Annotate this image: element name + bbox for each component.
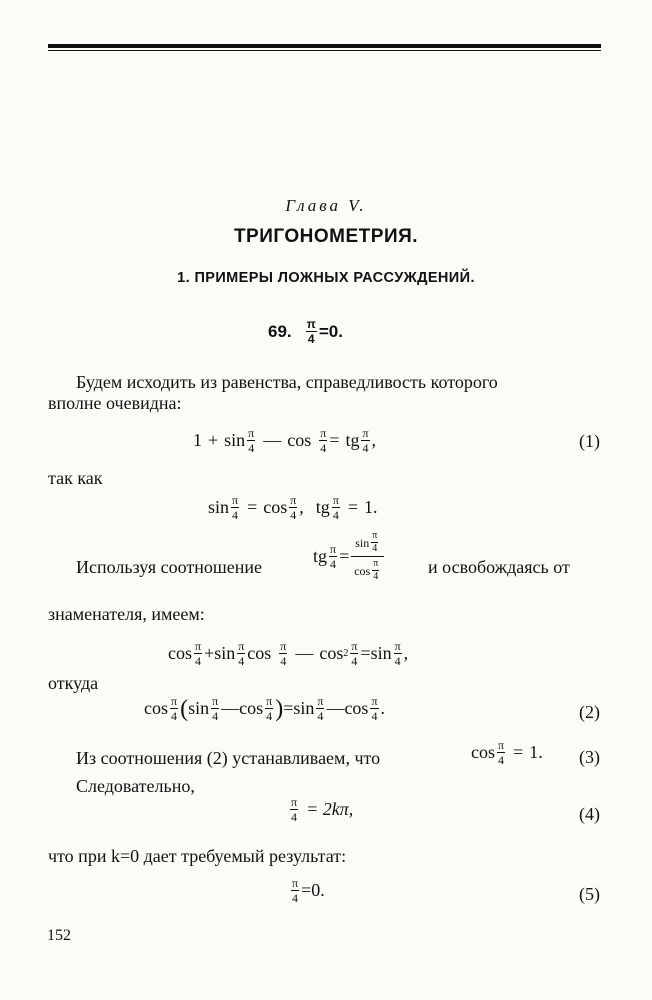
chapter-title: ТРИГОНОМЕТРИЯ. [233, 226, 419, 247]
equation-5-number: (5) [579, 884, 600, 904]
equation-identities: sin $\frac{\pi}{4}$ = cos $\frac{\pi}{4}$ , tg $\frac{\pi}{4}$ = 1 . [208, 493, 378, 522]
equation-2-number: (2) [579, 702, 600, 722]
problem-heading [268, 318, 343, 345]
equation-4-number: (4) [579, 804, 600, 824]
paragraph-2: так как [48, 468, 103, 488]
equation-3-number: (3) [579, 747, 600, 767]
equation-expanded: cos $\frac{\pi}{4}$ + sin $\frac{\pi}{4}$ cos $\frac{\pi}{4}$ — cos 2 $\frac{\pi}{4}$ = sin $\frac{\pi}{4}$ , [168, 639, 409, 668]
equation-3: cos $\frac{\pi}{4}$ = 1 . [471, 738, 543, 767]
paragraph-7: что при k=0 дает требуемый результат: [48, 846, 347, 866]
problem-fraction: $\frac{\pi}{4}$ [306, 317, 316, 346]
tg-identity: tg $\frac{\pi}{4}$ = sin $\frac{\pi}{4}$ cos $\frac{\pi}{4}$ [313, 531, 386, 582]
problem-number: 69. [268, 321, 292, 341]
paragraph-1-line-2: вполне очевидна: [48, 393, 182, 413]
paragraph-5: Из соотношения (2) устанавливаем, что [76, 748, 381, 768]
paragraph-1-line-1: Будем исходить из равенства, справедливость которого [76, 372, 498, 392]
paragraph-3-prefix: Используя соотношение [76, 557, 262, 577]
section-title: 1. ПРИМЕРЫ ЛОЖНЫХ РАССУЖДЕНИЙ. [177, 270, 475, 286]
chapter-label: Глава V. [285, 196, 367, 215]
problem-rhs: =0. [318, 321, 343, 341]
equation-2: cos $\frac{\pi}{4}$ ( sin $\frac{\pi}{4}$ — cos $\frac{\pi}{4}$ ) = sin $\frac{\pi}{4}$ — cos $\frac{\pi}{4}$ . [144, 694, 385, 723]
paragraph-3-line-2: знаменателя, имеем: [48, 604, 205, 624]
equation-1-number: (1) [579, 431, 600, 451]
top-rule-thin [48, 50, 601, 51]
paragraph-3-suffix: и освобождаясь от [428, 557, 570, 577]
paragraph-4: откуда [48, 673, 99, 693]
equation-4: $\frac{\pi}{4}$ = 2kπ, [291, 795, 354, 824]
equation-5: $\frac{\pi}{4}$ =0. [292, 876, 325, 905]
paragraph-6: Следовательно, [76, 776, 195, 796]
compound-fraction: sin $\frac{\pi}{4}$ cos $\frac{\pi}{4}$ [351, 531, 384, 582]
top-rule-thick [48, 44, 601, 48]
page-number: 152 [47, 927, 71, 944]
equation-1: 1 + sin $\frac{\pi}{4}$ — cos $\frac{\pi}{4}$ = tg $\frac{\pi}{4}$ , [193, 426, 377, 455]
